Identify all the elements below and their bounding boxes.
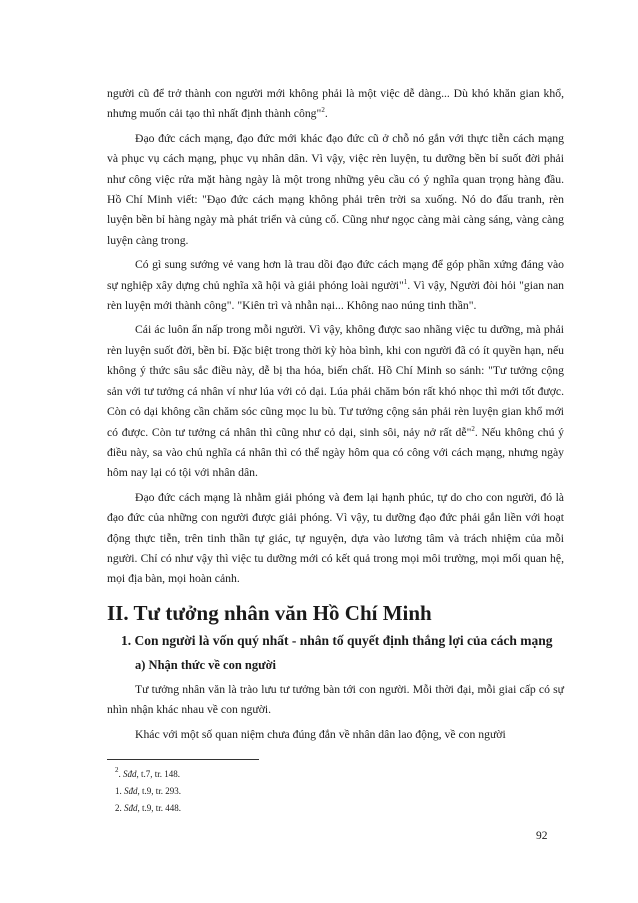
footnote — [115, 783, 564, 800]
paragraph-5: Đạo đức cách mạng là nhằm giải phóng và đem lại hạnh phúc, tự do cho con người, đó là đạo đức của những con người được giải phóng. Vì vậy, tu dưỡng đạo đức phải gắn liền với hoạt động thực tiễn, trên tinh thần tự giác, tự nguyện, dựa vào lương tâm và trách nhiệm của mỗi người. Chỉ có như vậy thì việc tu dưỡng mới có kết quả trong mọi môi trường, mọi mối quan hệ, mọi địa bàn, mọi hoàn cảnh. — [107, 490, 564, 586]
footnote-source: Sđd — [123, 768, 137, 779]
section-heading: II. Tư tưởng nhân văn Hồ Chí Minh — [107, 600, 432, 625]
paragraph-1 — [107, 84, 564, 125]
paragraph-3-end: . Vì vậy, Người đòi hỏi "gian nan rèn luyện mới thành công". "Kiên trì và nhẫn nại... Không nao núng tinh thần". — [107, 278, 564, 313]
paragraph-4-text: Cái ác luôn ẩn nấp trong mỗi người. Vì vậy, không được sao nhãng việc tu dưỡng, mà phải rèn luyện suốt đời, bền bỉ. Đặc biệt trong thời kỳ hòa bình, khi con người đã có ít quyền hạn, nếu không ý thức sâu sắc điều này, dễ bị tha hóa, biến chất. Hồ Chí Minh so sánh: "Tư tưởng cộng sản với tư tưởng cá nhân ví như lúa với cỏ dại. Lúa phải chăm bón rất khó nhọc thì mới tốt được. Còn cỏ dại không cần chăm sóc cũng mọc lu bù. Tư tưởng cộng sản phải rèn luyện gian khổ mới có được. Còn tư tưởng cá nhân thì cũng như cỏ dại, sinh sôi, nảy nở rất dễ" — [107, 323, 564, 439]
subsection-heading: 1. Con người là vốn quý nhất - nhân tố quyết định thắng lợi của cách mạng — [121, 632, 553, 648]
paragraph-4 — [107, 320, 564, 483]
footnote — [115, 800, 564, 817]
footnote-source: Sđd — [124, 802, 138, 813]
footnote-mark: 2. — [115, 802, 122, 813]
footnote-ref: 2 — [471, 424, 475, 433]
footnote-mark: 2 — [115, 765, 119, 774]
footnote-rest: , t.7, tr. 148. — [136, 768, 181, 779]
paragraph-7: Khác với một số quan niệm chưa đúng đắn về nhân dân lao động, về con người — [135, 727, 506, 741]
footnote-rest: , t.9, tr. 448. — [137, 802, 182, 813]
paragraph-1-end: . — [324, 107, 328, 121]
footnote-ref: 2 — [321, 106, 325, 115]
paragraph-3 — [107, 255, 564, 316]
footnote-source: Sđd — [124, 785, 138, 796]
sub-subsection-heading: a) Nhận thức về con người — [135, 657, 277, 672]
paragraph-6: Tư tưởng nhân văn là trào lưu tư tưởng bàn tới con người. Mỗi thời đại, mỗi giai cấp có sự nhìn nhận khác nhau về con người. — [107, 682, 564, 717]
paragraph-4-end: . Nếu không chú ý điều này, sa vào chủ nghĩa cá nhân thì có thể ngày hôm qua có công với cách mạng, nhưng ngày hôm nay lại có tội với nhân dân. — [107, 425, 564, 480]
footnote-ref: 1 — [403, 277, 408, 286]
paragraph-1-text: người cũ để trở thành con người mới không phải là một việc dễ dàng... Dù khó khăn gian khổ, nhưng muốn cải tạo thì nhất định thành công" — [107, 87, 564, 121]
footnote-divider — [107, 759, 259, 760]
page-number: 92 — [536, 830, 548, 842]
paragraph-3-text: Có gì sung sướng vẻ vang hơn là trau dồi đạo đức cách mạng để góp phần xứng đáng vào sự nghiệp xây dựng chủ nghĩa xã hội và giải phóng loài người" — [107, 258, 564, 292]
footnote-rest: , t.9, tr. 293. — [137, 785, 182, 796]
paragraph-2: Đạo đức cách mạng, đạo đức mới khác đạo đức cũ ở chỗ nó gắn với thực tiễn cách mạng và phục vụ cách mạng, phục vụ nhân dân. Vì vậy, việc rèn luyện, tu dưỡng bền bỉ suốt đời phải như công việc rửa mặt hàng ngày là một trong những yêu cầu có ý nghĩa quan trọng hàng đầu. Hồ Chí Minh viết: "Đạo đức cách mạng không phải trên trời sa xuống. Nó do đấu tranh, rèn luyện bền bỉ hàng ngày mà phát triển và củng cố. Cũng như ngọc càng mài càng sáng, vàng càng luyện càng trong. — [107, 131, 564, 247]
page-body — [107, 84, 564, 817]
footnote: $^2$. Sđd, t.7, tr. 148. — [115, 765, 181, 779]
footnote-mark: 1. — [115, 785, 122, 796]
